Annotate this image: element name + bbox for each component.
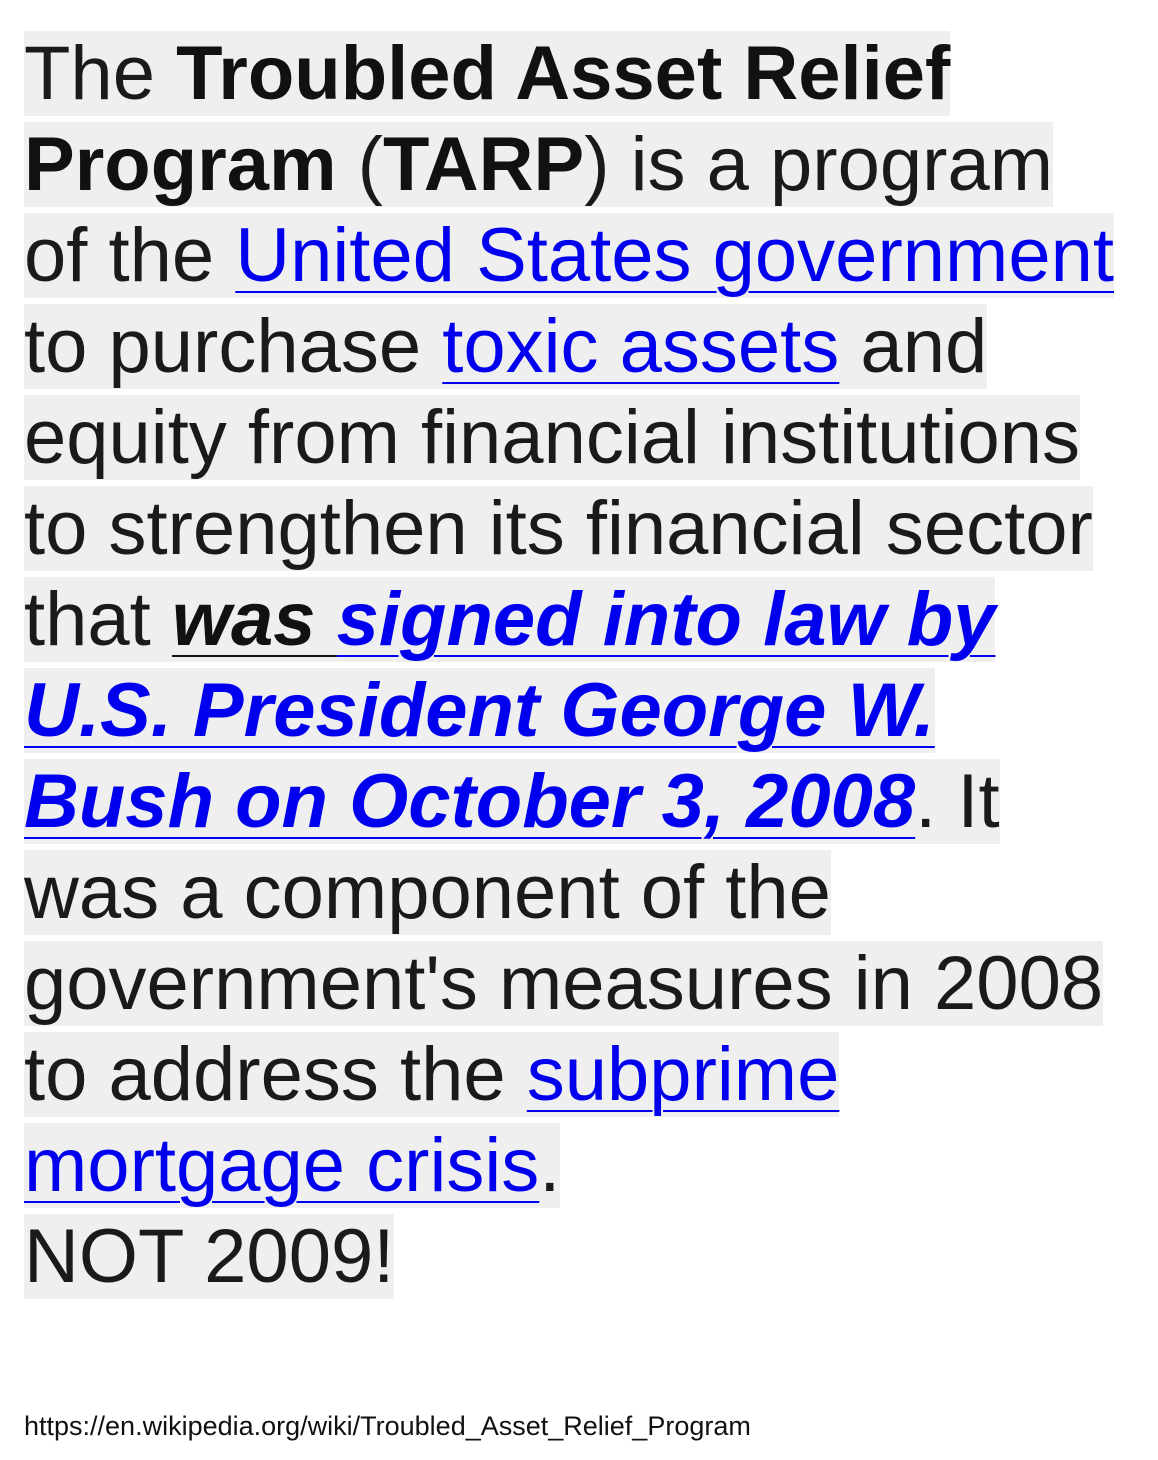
text-after-acronym: ) is a program of the — [24, 122, 1054, 298]
paren-open: ( — [336, 122, 383, 207]
closing-period: . — [539, 1123, 561, 1208]
link-signed-into-law[interactable]: signed into law by U.S. President George W. Bush on October 3, 2008 — [24, 577, 996, 844]
program-acronym: TARP — [382, 122, 585, 207]
link-united-states-government[interactable]: United States government — [235, 213, 1114, 298]
text-equity: and equity from financial institutions to strengthen its financial sector that — [24, 304, 1093, 662]
intro-text: The — [24, 31, 177, 116]
source-url: https://en.wikipedia.org/wiki/Troubled_Asset_Relief_Program — [24, 1411, 751, 1441]
program-name: Troubled Asset Relief Program — [24, 31, 951, 207]
text-purchase: to purchase — [24, 304, 443, 389]
article-excerpt — [24, 28, 1124, 1302]
link-toxic-assets[interactable]: toxic assets — [442, 304, 840, 389]
text-component: . It was a component of the government's measures in 2008 to address the — [24, 759, 1104, 1117]
note-text: NOT 2009! — [24, 1214, 395, 1299]
emphasis-was: was — [171, 577, 337, 662]
note-line — [24, 1211, 1124, 1302]
highlighted-text — [24, 31, 1114, 1208]
link-subprime-mortgage-crisis[interactable]: subprime mortgage crisis — [24, 1032, 840, 1208]
